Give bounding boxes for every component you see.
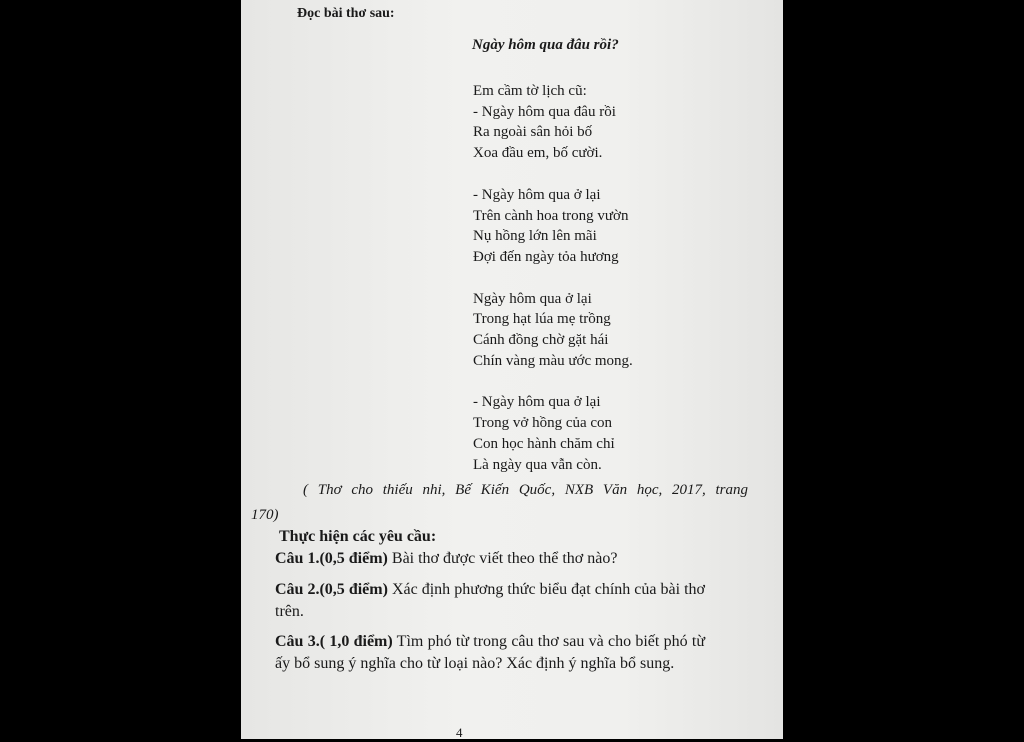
question-label: Câu 3.( 1,0 điểm) (275, 633, 393, 650)
question-label: Câu 2.(0,5 điểm) (275, 581, 388, 598)
document-page (241, 0, 783, 739)
verse-line: Trên cành hoa trong vườn (473, 207, 629, 224)
verse-line: - Ngày hôm qua ở lại (473, 186, 601, 203)
question-text: Xác định phương thức biểu đạt chính của bài thơ trên. (275, 581, 705, 620)
poem-source: ( Thơ cho thiếu nhi, Bế Kiến Quốc, NXB Văn học, 2017, trang (303, 482, 748, 498)
verse-line: Nụ hồng lớn lên mãi (473, 228, 597, 245)
question-text: Bài thơ được viết theo thể thơ nào? (387, 550, 618, 567)
question-text: Tìm phó từ trong câu thơ sau và cho biết phó từ ấy bổ sung ý nghĩa cho từ loại nào? Xác định ý nghĩa bổ sung. (275, 633, 705, 672)
stanza (473, 289, 733, 372)
verse-line: Con học hành chăm chỉ (473, 435, 615, 452)
question-3 (275, 631, 705, 675)
verse-line: Trong vở hồng của con (473, 415, 613, 432)
verse-line: Em cầm tờ lịch cũ: (473, 83, 587, 99)
requirements-heading: Thực hiện các yêu cầu: (279, 528, 437, 545)
reading-instruction: Đọc bài thơ sau: (297, 6, 395, 21)
verse-line: Cánh đồng chờ gặt hái (473, 332, 609, 349)
page-number: 4 (456, 725, 463, 740)
verse-line: Là ngày qua vẫn còn. (473, 456, 602, 473)
verse-line: Ra ngoài sân hỏi bố (473, 124, 593, 141)
verse-line: Chín vàng màu ước mong. (473, 352, 633, 369)
verse-line: Ngày hôm qua ở lại (473, 290, 592, 307)
verse-line: Trong hạt lúa mẹ trồng (473, 311, 611, 328)
poem-title: Ngày hôm qua đâu rồi? (472, 37, 619, 53)
stanza (473, 81, 733, 164)
question-2 (275, 579, 705, 623)
verse-line: - Ngày hôm qua ở lại (473, 394, 601, 411)
verse-line: - Ngày hôm qua đâu rồi (473, 103, 616, 120)
question-label: Câu 1.(0,5 điểm) (275, 550, 388, 567)
verse-line: Xoa đầu em, bố cười. (473, 145, 603, 162)
stanza (473, 185, 733, 268)
verse-line: Đợi đến ngày tỏa hương (473, 248, 619, 265)
question-1 (275, 548, 705, 570)
stanza (473, 392, 733, 475)
poem-body (473, 81, 733, 496)
poem-source-page: 170) (251, 507, 279, 523)
